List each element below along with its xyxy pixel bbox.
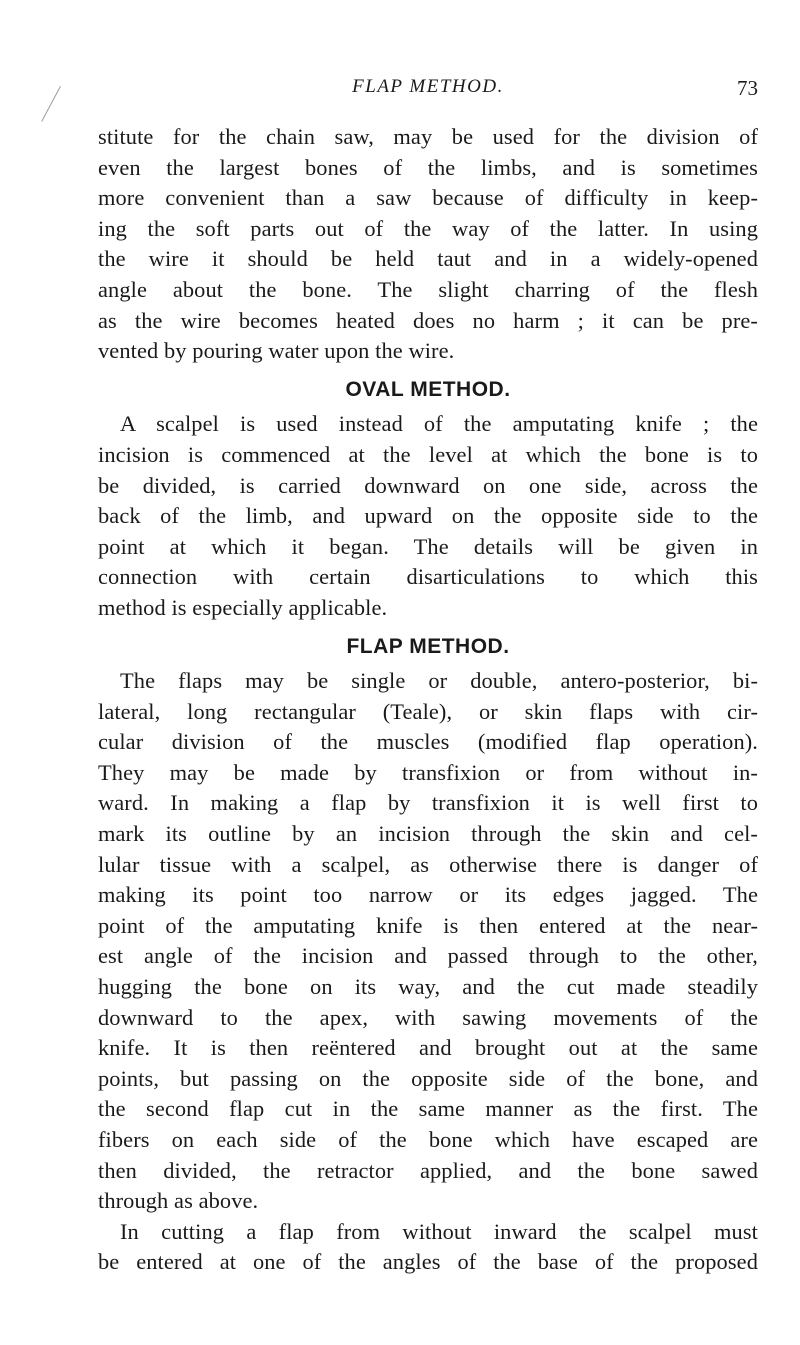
text-line: stitute for the chain saw, may be used for the division of	[98, 124, 758, 149]
text-line: lateral, long rectangular (Teale), or skin flaps with cir-	[98, 698, 758, 724]
text-line: angle about the bone. The slight charring of the flesh	[98, 276, 758, 302]
text-line: through as above.	[98, 1188, 259, 1214]
text-line: making its point too narrow or its edges jagged. The	[98, 882, 758, 908]
text-line: cular division of the muscles (modified flap operation).	[98, 729, 758, 755]
oval-method-paragraph	[98, 409, 758, 623]
text-line: lular tissue with a scalpel, as otherwise there is danger of	[98, 851, 758, 877]
text-line: be divided, is carried downward on one side, across the	[98, 472, 758, 498]
text-line: est angle of the incision and passed through to the other,	[98, 943, 758, 969]
text-line: A scalpel is used instead of the amputating knife ; the	[120, 411, 758, 437]
text-line: more convenient than a saw because of difficulty in keep-	[98, 185, 758, 211]
text-line: points, but passing on the opposite side of the bone, and	[98, 1065, 758, 1091]
text-line: They may be made by transfixion or from without in-	[98, 759, 758, 785]
text-line: point of the amputating knife is then entered at the near-	[98, 912, 758, 938]
text-line: point at which it began. The details will be given in	[98, 533, 758, 559]
running-title: FLAP METHOD.	[352, 76, 504, 97]
text-line: The flaps may be single or double, antero-posterior, bi-	[120, 668, 758, 694]
text-line: connection with certain disarticulations to which this	[98, 564, 758, 590]
text-line: downward to the apex, with sawing movements of the	[98, 1004, 758, 1030]
text-line: method is especially applicable.	[98, 594, 388, 620]
text-line: the wire it should be held taut and in a widely-opened	[98, 246, 758, 272]
section-heading-flap-method: FLAP METHOD.	[346, 634, 510, 658]
text-line: In cutting a flap from without inward the scalpel must	[120, 1218, 758, 1244]
text-line: be entered at one of the angles of the base of the proposed	[98, 1249, 758, 1275]
intro-paragraph	[98, 122, 758, 367]
text-line: even the largest bones of the limbs, and is sometimes	[98, 154, 758, 180]
margin-pencil-mark	[41, 86, 61, 122]
page-number: 73	[737, 76, 758, 100]
text-line: hugging the bone on its way, and the cut made steadily	[98, 974, 758, 1000]
text-line: the second flap cut in the same manner as the first. The	[98, 1096, 758, 1122]
text-line: mark its outline by an incision through the skin and cel-	[98, 821, 758, 847]
text-line: vented by pouring water upon the wire.	[98, 338, 455, 364]
text-line: knife. It is then reëntered and brought out at the same	[98, 1035, 758, 1061]
flap-method-paragraph	[98, 666, 758, 1278]
text-line: fibers on each side of the bone which have escaped are	[98, 1127, 758, 1152]
text-line: then divided, the retractor applied, and the bone sawed	[98, 1157, 758, 1183]
text-line: incision is commenced at the level at which the bone is to	[98, 441, 758, 467]
text-line: ward. In making a flap by transfixion it is well first to	[98, 790, 758, 816]
text-line: ing the soft parts out of the way of the latter. In using	[98, 215, 758, 241]
page-body	[98, 122, 758, 1278]
text-line: as the wire becomes heated does no harm ; it can be pre-	[98, 307, 758, 333]
text-line: back of the limb, and upward on the opposite side to the	[98, 503, 758, 529]
running-head	[98, 76, 758, 102]
section-heading-oval-method: OVAL METHOD.	[345, 377, 511, 401]
